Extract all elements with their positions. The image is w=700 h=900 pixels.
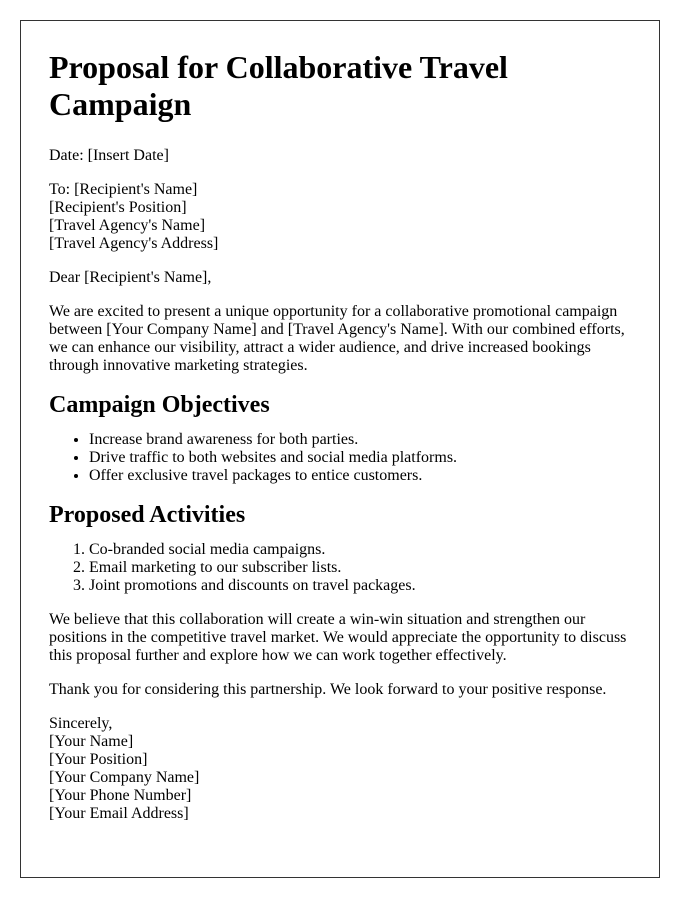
recipient-block [49,181,631,253]
thanks-paragraph: Thank you for considering this partnership. We look forward to your positive response. [49,681,607,698]
recipient-agency-address: [Travel Agency's Address] [49,235,219,252]
list-item: 3. Joint promotions and discounts on travel packages. [89,577,631,595]
signature-name: [Your Name] [49,733,134,750]
activities-list [49,541,631,595]
signature-phone: [Your Phone Number] [49,787,192,804]
list-item: • Drive traffic to both websites and social media platforms. [89,449,631,467]
date-line: Date: [Insert Date] [49,147,169,164]
letter-page [20,20,660,878]
intro-paragraph: We are excited to present a unique opportunity for a collaborative promotional campaign between [Your Company Name] and [Travel Agency's Name]. With our combined efforts, we can enhance our visibility, attract a wider audience, and drive increased bookings through innovative marketing strategies. [49,303,625,374]
objectives-heading: Campaign Objectives [49,392,270,418]
list-item: • Offer exclusive travel packages to entice customers. [89,467,631,485]
signature-block [49,715,631,823]
signature-company: [Your Company Name] [49,769,200,786]
recipient-to: To: [Recipient's Name] [49,181,198,198]
recipient-agency-name: [Travel Agency's Name] [49,217,206,234]
signature-closing: Sincerely, [49,715,113,732]
page-title: Proposal for Collaborative Travel Campaign [49,49,508,122]
list-item: • Increase brand awareness for both parties. [89,431,631,449]
signature-email: [Your Email Address] [49,805,189,822]
closing-paragraph: We believe that this collaboration will create a win-win situation and strengthen our positions in the competitive travel market. We would appreciate the opportunity to discuss this proposal further and explore how we can work together effectively. [49,611,627,664]
recipient-position: [Recipient's Position] [49,199,187,216]
list-item: 2. Email marketing to our subscriber lists. [89,559,631,577]
signature-position: [Your Position] [49,751,148,768]
objectives-list [49,431,631,485]
salutation: Dear [Recipient's Name], [49,269,212,286]
list-item: 1. Co-branded social media campaigns. [89,541,631,559]
activities-heading: Proposed Activities [49,502,246,528]
